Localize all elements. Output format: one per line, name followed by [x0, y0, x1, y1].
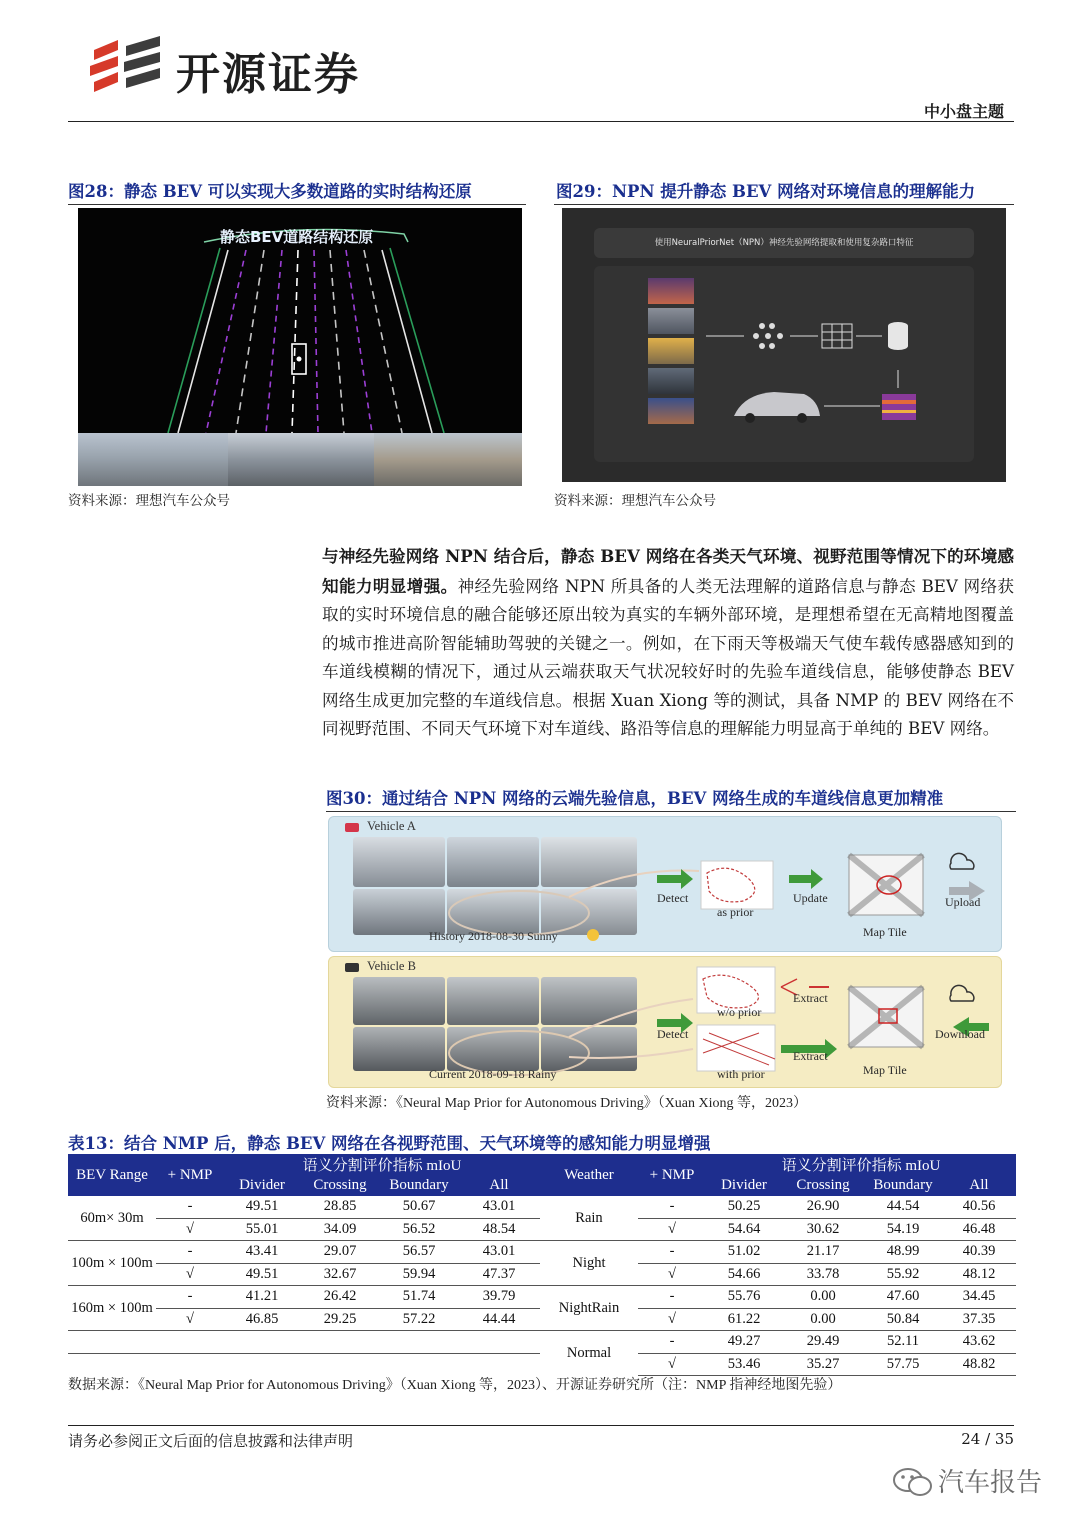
empty-cell — [68, 1353, 540, 1376]
value-cell: 48.12 — [942, 1263, 1016, 1286]
value-cell: 29.07 — [300, 1241, 380, 1264]
value-cell: 41.21 — [224, 1286, 300, 1309]
table-13-source: 数据来源：《Neural Map Prior for Autonomous Driving》（Xuan Xiong 等，2023）、开源证券研究所（注：NMP 指神经地图先验） — [68, 1378, 842, 1393]
value-cell: 43.41 — [224, 1241, 300, 1264]
section-tag: 中小盘主题 — [923, 102, 1004, 121]
nmp-cell: √ — [156, 1263, 224, 1286]
value-cell: 43.62 — [942, 1331, 1016, 1354]
value-cell: 46.48 — [942, 1218, 1016, 1241]
value-cell: 50.25 — [727, 1198, 761, 1215]
map-tile-a-label: Map Tile — [863, 925, 907, 939]
value-cell: 0.00 — [782, 1286, 864, 1309]
value-cell: 46.85 — [224, 1308, 300, 1331]
value-cell: 30.62 — [782, 1218, 864, 1241]
disclaimer: 请务必参阅正文后面的信息披露和法律声明 — [68, 1432, 354, 1450]
paragraph-body: 神经先验网络 NPN 所具备的人类无法理解的道路信息与静态 BEV 网络获取的实时环境信息的融合能够还原出较为真实的车辆外部环境，是理想希望在无高精地图覆盖的城市推进高阶智能辅助驾驶的关键之一。例如，在下雨天等极端天气使车载传感器感知到的车道线模糊的情况下，通过从云端获取天气状况较好时的先验车道线信息，能够使静态 BEV 网络生成更加完整的车道线信息。根据 Xuan Xiong 等的测试，具备 NMP 的 BEV 网络在不同视野范围、不同天气环境下对车道线、路沿等信息的理解能力明显高于单纯的 BEV 网络。 — [322, 576, 1015, 738]
nmp-cell: - — [669, 1198, 675, 1215]
value-cell: 48.54 — [458, 1218, 540, 1241]
camera-view-left — [78, 433, 228, 486]
current-label: Current 2018-09-18 Rainy — [429, 1067, 557, 1081]
extract-2-label: Extract — [793, 1049, 828, 1063]
nmp-cell: √ — [156, 1218, 224, 1241]
body-paragraph — [322, 542, 1014, 744]
as-prior-label: as prior — [717, 905, 754, 919]
value-cell: 49.51 — [245, 1198, 279, 1215]
weather-label: NightRain — [540, 1286, 638, 1331]
value-cell: 51.74 — [380, 1286, 458, 1309]
brand-name: 开源证券 — [176, 49, 360, 100]
nmp-cell: - — [156, 1286, 224, 1309]
value-cell: 51.02 — [706, 1241, 782, 1264]
value-cell: 37.35 — [942, 1308, 1016, 1331]
table-13-caption: 表13：结合 NMP 后，静态 BEV 网络在各视野范围、天气环境等的感知能力明显增强 — [68, 1134, 711, 1153]
page-number: 24 / 35 — [961, 1430, 1014, 1448]
col-divider-2: Divider — [706, 1175, 782, 1196]
header-metric: 语义分割评价指标 mIoU — [224, 1154, 540, 1175]
vehicle-a-panel — [328, 816, 1002, 952]
value-cell: 48.99 — [864, 1241, 942, 1264]
header-nmp: + NMP — [156, 1154, 224, 1196]
header-metric-2: 语义分割评价指标 mIoU — [706, 1154, 1016, 1175]
wechat-icon — [892, 1466, 934, 1498]
with-prior-label: with prior — [717, 1067, 765, 1081]
figure-28-image — [78, 208, 522, 486]
detect-b-label: Detect — [657, 1027, 689, 1041]
weather-label: Normal — [540, 1331, 638, 1376]
value-cell: 26.42 — [300, 1286, 380, 1309]
value-cell: 49.51 — [224, 1263, 300, 1286]
value-cell: 0.00 — [782, 1308, 864, 1331]
value-cell: 48.82 — [942, 1353, 1016, 1376]
value-cell: 21.17 — [782, 1241, 864, 1264]
value-cell: 33.78 — [782, 1263, 864, 1286]
figure-29-rule — [554, 204, 1014, 205]
col-all-2: All — [942, 1175, 1016, 1196]
vehicle-b-label: Vehicle B — [367, 959, 416, 973]
value-cell: 50.67 — [402, 1198, 436, 1215]
header-weather: Weather — [540, 1154, 638, 1196]
npn-flow-diagram — [594, 266, 974, 462]
value-cell: 34.09 — [300, 1218, 380, 1241]
col-all: All — [458, 1175, 540, 1196]
nmp-cell: √ — [638, 1218, 706, 1241]
figure-28-image-title: 静态BEV道路结构还原 — [220, 228, 374, 246]
weather-label: Rain — [540, 1196, 638, 1241]
value-cell: 52.11 — [864, 1331, 942, 1354]
detect-a-label: Detect — [657, 891, 689, 905]
col-crossing: Crossing — [300, 1175, 380, 1196]
col-boundary: Boundary — [380, 1175, 458, 1196]
nmp-cell: √ — [638, 1308, 706, 1331]
value-cell: 54.66 — [706, 1263, 782, 1286]
value-cell: 43.01 — [458, 1241, 540, 1264]
figure-29-caption: 图29：NPN 提升静态 BEV 网络对环境信息的理解能力 — [556, 182, 976, 201]
download-label: Download — [935, 1027, 985, 1041]
value-cell: 54.19 — [864, 1218, 942, 1241]
range-label: 100m × 100m — [68, 1241, 156, 1286]
header-divider — [68, 121, 1014, 122]
value-cell: 29.25 — [300, 1308, 380, 1331]
nmp-cell: - — [638, 1241, 706, 1264]
update-label: Update — [793, 891, 828, 905]
range-label: 60m× 30m — [68, 1196, 156, 1241]
nmp-cell: √ — [638, 1353, 706, 1376]
value-cell: 40.56 — [962, 1198, 996, 1215]
value-cell: 43.01 — [482, 1198, 516, 1215]
vehicle-b-panel — [328, 956, 1002, 1088]
value-cell: 47.37 — [458, 1263, 540, 1286]
metrics-table — [68, 1154, 1016, 1376]
value-cell: 32.67 — [300, 1263, 380, 1286]
brand-logo-icon — [88, 36, 166, 94]
value-cell: 56.52 — [380, 1218, 458, 1241]
value-cell: 35.27 — [782, 1353, 864, 1376]
col-crossing-2: Crossing — [782, 1175, 864, 1196]
value-cell: 56.57 — [380, 1241, 458, 1264]
value-cell: 55.92 — [864, 1263, 942, 1286]
range-label: 160m × 100m — [68, 1286, 156, 1331]
table-row — [68, 1331, 1016, 1354]
npn-diagram-panel — [594, 266, 974, 462]
table-row — [68, 1196, 1016, 1218]
nmp-cell: - — [638, 1286, 706, 1309]
weather-label: Night — [540, 1241, 638, 1286]
value-cell: 40.39 — [942, 1241, 1016, 1264]
camera-view-right — [374, 433, 522, 486]
watermark: 汽车报告 — [937, 1468, 1042, 1498]
value-cell: 59.94 — [380, 1263, 458, 1286]
nmp-cell: √ — [156, 1308, 224, 1331]
wo-prior-label: w/o prior — [717, 1005, 762, 1019]
nmp-cell: - — [638, 1331, 706, 1354]
value-cell: 54.64 — [706, 1218, 782, 1241]
value-cell: 57.22 — [380, 1308, 458, 1331]
header-nmp-2: + NMP — [638, 1154, 706, 1196]
value-cell: 39.79 — [458, 1286, 540, 1309]
npn-banner: 使用NeuralPriorNet（NPN）神经先验网络提取和使用复杂路口特征 — [594, 228, 974, 258]
empty-cell — [68, 1331, 540, 1354]
value-cell: 55.76 — [706, 1286, 782, 1309]
nmp-cell: - — [187, 1198, 193, 1215]
value-cell: 26.90 — [806, 1198, 840, 1215]
value-cell: 50.84 — [864, 1308, 942, 1331]
value-cell: 44.44 — [458, 1308, 540, 1331]
value-cell: 34.45 — [942, 1286, 1016, 1309]
nmp-cell: √ — [638, 1263, 706, 1286]
upload-label: Upload — [945, 895, 981, 909]
header-bev-range: BEV Range — [68, 1154, 156, 1196]
value-cell: 55.01 — [224, 1218, 300, 1241]
value-cell: 57.75 — [864, 1353, 942, 1376]
figure-28-rule — [68, 204, 526, 205]
figure-28-source: 资料来源：理想汽车公众号 — [68, 493, 230, 509]
figure-29-image — [562, 208, 1006, 482]
table-row — [68, 1286, 1016, 1309]
table-row — [68, 1241, 1016, 1264]
camera-view-front — [228, 433, 374, 486]
paragraph-lead: 与神经先验网络 NPN 结合后，静态 BEV 网络在各类天气环境、视野范围等情况下的环境感知能力明显增强。 — [322, 546, 1014, 596]
value-cell: 29.49 — [782, 1331, 864, 1354]
value-cell: 47.60 — [864, 1286, 942, 1309]
history-label: History 2018-08-30 Sunny — [429, 929, 558, 943]
extract-1-label: Extract — [793, 991, 828, 1005]
figure-29-source: 资料来源：理想汽车公众号 — [554, 493, 716, 509]
figure-30-source: 资料来源：《Neural Map Prior for Autonomous Driving》（Xuan Xiong 等，2023） — [326, 1096, 808, 1111]
value-cell: 28.85 — [323, 1198, 357, 1215]
value-cell: 53.46 — [706, 1353, 782, 1376]
col-boundary-2: Boundary — [864, 1175, 942, 1196]
figure-28-caption: 图28：静态 BEV 可以实现大多数道路的实时结构还原 — [68, 182, 472, 201]
value-cell: 44.54 — [886, 1198, 920, 1215]
figure-30-rule — [326, 811, 1016, 812]
value-cell: 49.27 — [706, 1331, 782, 1354]
value-cell: 61.22 — [706, 1308, 782, 1331]
col-divider: Divider — [224, 1175, 300, 1196]
figure-30-caption: 图30：通过结合 NPN 网络的云端先验信息，BEV 网络生成的车道线信息更加精准 — [326, 789, 944, 808]
nmp-cell: - — [156, 1241, 224, 1264]
figure-30-image — [326, 814, 1014, 1088]
vehicle-a-label: Vehicle A — [367, 819, 416, 833]
footer-divider — [68, 1425, 1014, 1426]
map-tile-b-label: Map Tile — [863, 1063, 907, 1077]
